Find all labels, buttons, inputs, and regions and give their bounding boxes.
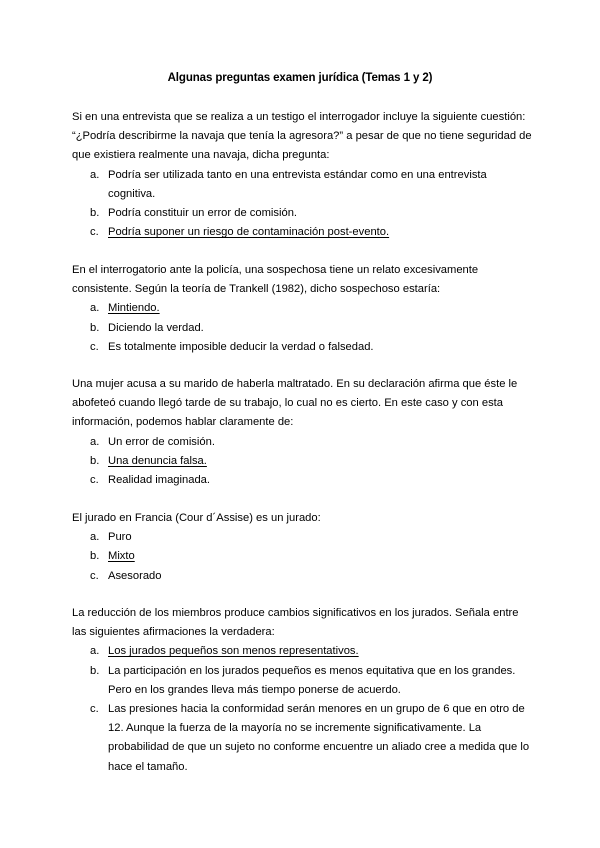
option-text: Puro — [108, 531, 132, 544]
option-text: Diciendo la verdad. — [108, 321, 204, 334]
question-3-option-c — [72, 471, 532, 490]
question-3-option-a — [72, 433, 532, 452]
correct-answer-text: Mixto — [108, 550, 135, 563]
option-marker: b. — [90, 321, 100, 334]
option-marker: a. — [90, 435, 100, 448]
option-marker: c. — [90, 340, 99, 353]
option-marker: c. — [90, 474, 99, 487]
question-3-text: Una mujer acusa a su marido de haberla maltratado. En su declaración afirma que éste le abofeteó cuando llegó tarde de su trabajo, lo cual no es cierto. En este caso y con esta información, podemos hablar claramente de: — [72, 378, 518, 429]
option-marker: c. — [90, 703, 99, 716]
question-5-option-b — [72, 662, 532, 700]
question-5-options — [72, 642, 532, 776]
question-1-text: Si en una entrevista que se realiza a un testigo el interrogador incluye la siguiente cuestión: “¿Podría describirme la navaja que tenía la agresora?” a pesar de que no tiene seguridad de que existiera realmente una navaja, dicha pregunta: — [72, 111, 532, 162]
option-marker: c. — [90, 226, 99, 239]
option-text: Realidad imaginada. — [108, 474, 210, 487]
question-2-options — [72, 299, 532, 357]
option-marker: a. — [90, 531, 100, 544]
option-text: La participación en los jurados pequeños es menos equitativa que en los grandes. Pero en los grandes lleva más tiempo ponerse de acuerdo. — [108, 664, 516, 696]
option-marker: a. — [90, 168, 100, 181]
option-text: Un error de comisión. — [108, 435, 215, 448]
question-4-options — [72, 528, 532, 586]
document-title: Algunas preguntas examen jurídica (Temas 1 y 2) — [167, 72, 433, 84]
question-3-options — [72, 433, 532, 491]
option-marker: b. — [90, 550, 100, 563]
question-5-text: La reducción de los miembros produce cambios significativos en los jurados. Señala entre las siguientes afirmaciones la verdadera: — [72, 607, 519, 639]
option-marker: a. — [90, 302, 100, 315]
correct-answer-text: Podría suponer un riesgo de contaminación post-evento. — [108, 226, 390, 239]
option-text: Las presiones hacia la conformidad serán menores en un grupo de 6 que en otro de 12. Aunque la fuerza de la mayoría no se incremente significativamente. La probabilidad de que un sujeto no conforme encuentre un aliado cree a medida que lo hace el tamaño. — [108, 703, 530, 773]
question-3-option-b — [72, 452, 532, 471]
question-2-option-c — [72, 338, 532, 357]
question-2-option-b — [72, 319, 532, 338]
question-1 — [72, 108, 532, 242]
question-2-text: En el interrogatorio ante la policía, una sospechosa tiene un relato excesivamente consistente. Según la teoría de Trankell (1982), dicho sospechoso estaría: — [72, 264, 479, 296]
question-5 — [72, 604, 532, 777]
question-4 — [72, 509, 532, 586]
option-text: Es totalmente imposible deducir la verdad o falsedad. — [108, 340, 374, 353]
option-marker: b. — [90, 664, 100, 677]
option-marker: c. — [90, 569, 99, 582]
option-text: Podría ser utilizada tanto en una entrevista estándar como en una entrevista cognitiva. — [108, 168, 487, 200]
question-1-option-a — [72, 166, 532, 204]
question-4-text: El jurado en Francia (Cour d´Assise) es un jurado: — [72, 512, 321, 524]
option-marker: b. — [90, 454, 100, 467]
question-5-option-c — [72, 700, 532, 777]
option-text: Podría constituir un error de comisión. — [108, 207, 298, 220]
question-4-option-c — [72, 567, 532, 586]
question-2-option-a — [72, 299, 532, 318]
question-3 — [72, 375, 532, 490]
question-1-options — [72, 166, 532, 243]
question-1-option-b — [72, 204, 532, 223]
question-1-option-c — [72, 223, 532, 242]
correct-answer-text: Los jurados pequeños son menos representativos. — [108, 645, 359, 658]
option-marker: a. — [90, 645, 100, 658]
question-5-option-a — [72, 642, 532, 661]
question-4-option-a — [72, 528, 532, 547]
question-4-option-b — [72, 547, 532, 566]
correct-answer-text: Una denuncia falsa. — [108, 454, 207, 467]
question-2 — [72, 261, 532, 357]
correct-answer-text: Mintiendo. — [108, 302, 160, 315]
option-marker: b. — [90, 207, 100, 220]
option-text: Asesorado — [108, 569, 162, 582]
